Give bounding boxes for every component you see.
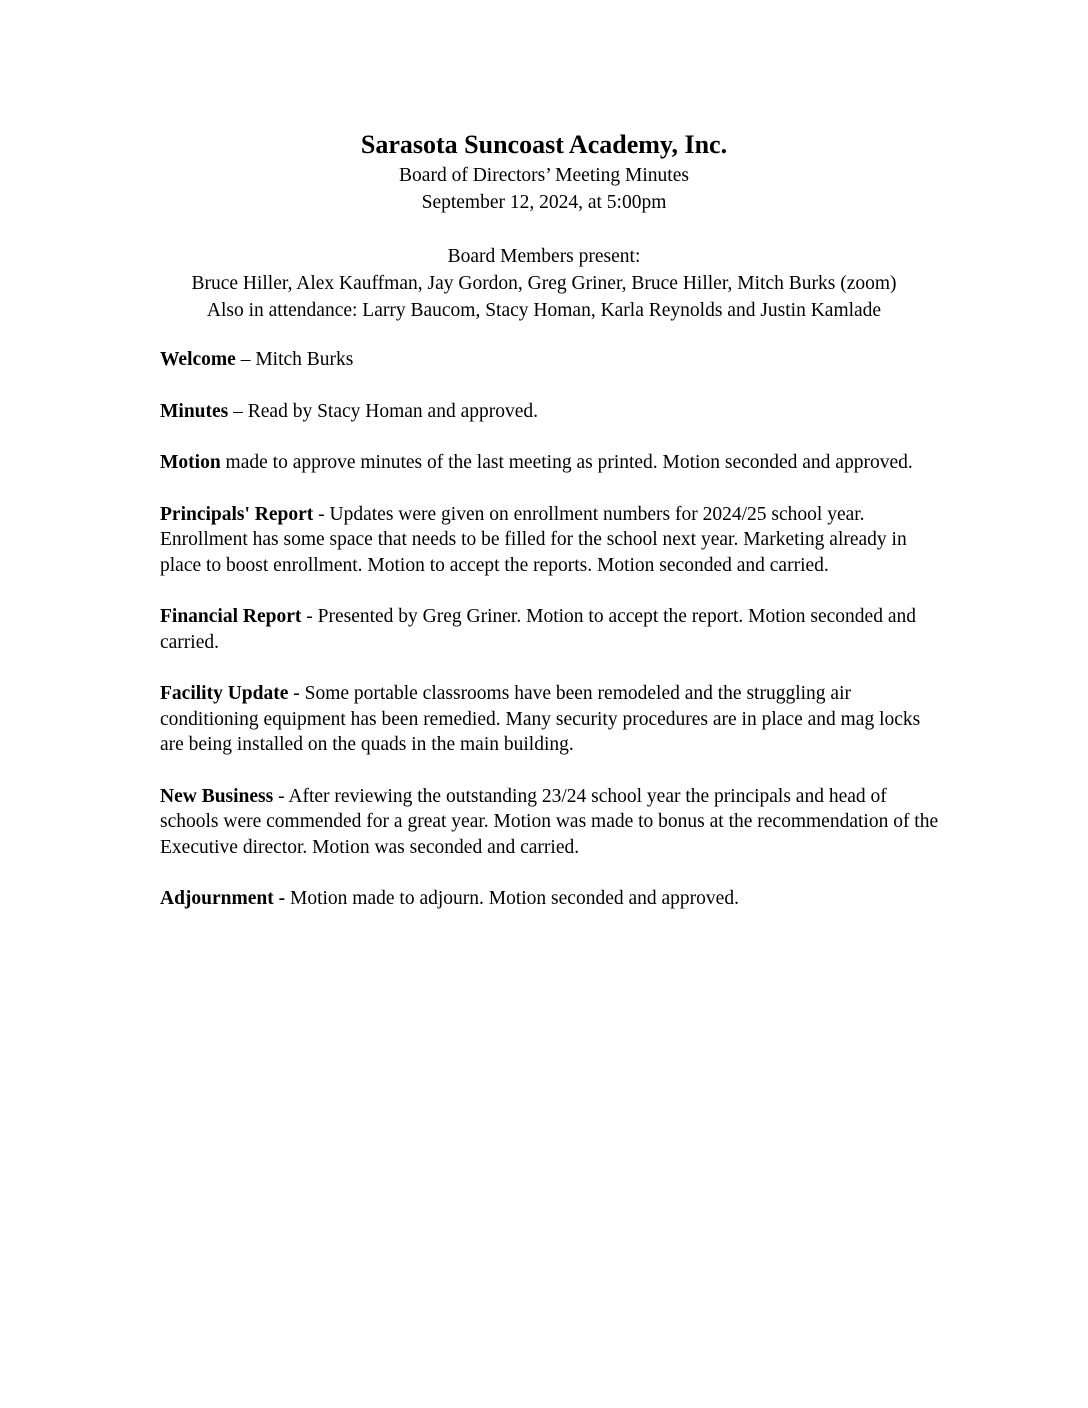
document-header bbox=[0, 128, 1088, 216]
document-title: Sarasota Suncoast Academy, Inc. bbox=[360, 130, 728, 159]
present-heading: Board Members present: bbox=[447, 246, 641, 267]
section-minutes bbox=[160, 399, 940, 425]
section-new-business bbox=[160, 784, 940, 861]
section-principals-report bbox=[160, 502, 940, 579]
section-financial-report bbox=[160, 604, 940, 655]
section-motion-label: Motion bbox=[160, 452, 221, 473]
section-facility-update bbox=[160, 681, 940, 758]
section-financial-report-text: - Presented by Greg Griner. Motion to accept the report. Motion seconded and carried. bbox=[160, 606, 916, 653]
section-motion bbox=[160, 450, 940, 476]
attendance-block bbox=[0, 243, 1088, 324]
section-principals-report-text: - Updates were given on enrollment numbers for 2024/25 school year. Enrollment has some space that needs to be filled for the school next year. Marketing already in place to boost enrollment. Motion to accept the reports. Motion seconded and carried. bbox=[160, 503, 907, 576]
section-welcome bbox=[160, 347, 940, 373]
section-new-business-label: New Business bbox=[160, 785, 274, 807]
section-welcome-text: – Mitch Burks bbox=[235, 349, 354, 370]
document-subtitle: Board of Directors’ Meeting Minutes bbox=[399, 165, 689, 186]
section-adjournment-text: Motion made to adjourn. Motion seconded and approved. bbox=[285, 888, 739, 909]
also-attending: Also in attendance: Larry Baucom, Stacy Homan, Karla Reynolds and Justin Kamlade bbox=[206, 300, 882, 321]
section-minutes-text: – Read by Stacy Homan and approved. bbox=[228, 400, 539, 422]
section-principals-report-label: Principals' Report bbox=[160, 503, 314, 525]
section-motion-text: made to approve minutes of the last meeting as printed. Motion seconded and approved. bbox=[220, 452, 913, 473]
section-new-business-text: - After reviewing the outstanding 23/24 school year the principals and head of schools were commended for a great year. Motion was made to bonus at the recommendation of the Executive director. Motion was seconded and carried. bbox=[160, 785, 939, 858]
section-adjournment bbox=[160, 886, 940, 912]
section-facility-update-label: Facility Update bbox=[160, 683, 289, 704]
meeting-date: September 12, 2024, at 5:00pm bbox=[421, 192, 667, 213]
section-minutes-label: Minutes bbox=[160, 400, 229, 422]
present-members: Bruce Hiller, Alex Kauffman, Jay Gordon, Greg Griner, Bruce Hiller, Mitch Burks (zoom) bbox=[191, 273, 897, 294]
section-adjournment-label: Adjournment - bbox=[160, 888, 286, 909]
section-welcome-label: Welcome bbox=[160, 349, 236, 370]
section-facility-update-text: - Some portable classrooms have been remodeled and the struggling air conditioning equipment has been remedied. Many security procedures are in place and mag locks are being installed on the quads in the main building. bbox=[160, 683, 921, 755]
minutes-body bbox=[160, 347, 940, 938]
section-financial-report-label: Financial Report bbox=[160, 606, 302, 627]
